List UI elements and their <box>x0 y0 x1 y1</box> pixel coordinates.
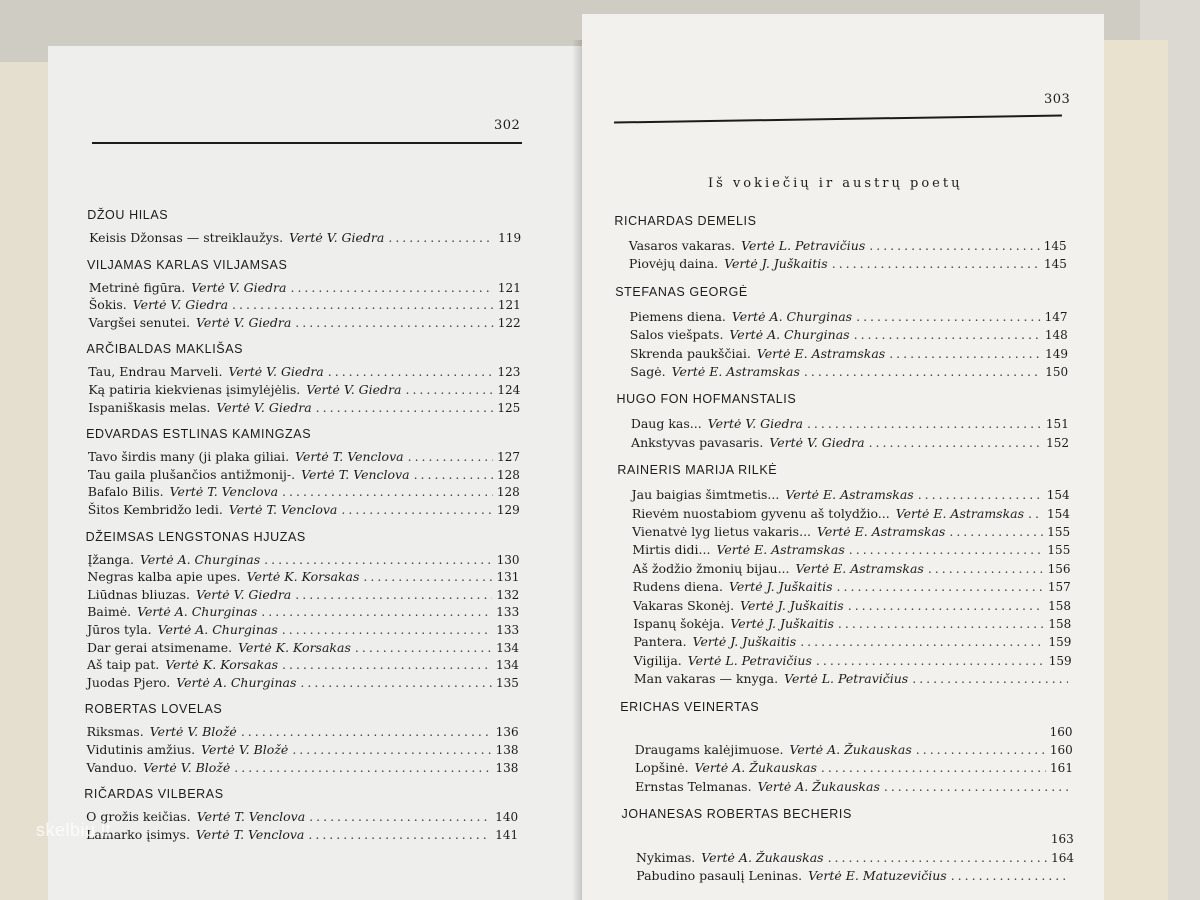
entry-page-number: 138 <box>495 760 519 775</box>
entry-title: Nykimas. <box>636 849 696 865</box>
toc-entry <box>633 561 1071 576</box>
toc-entry <box>89 280 521 295</box>
toc-entry <box>629 256 1067 271</box>
dot-leader <box>341 502 492 517</box>
page-number: 302 <box>494 118 521 133</box>
dot-leader <box>838 616 1044 631</box>
dot-leader <box>388 230 494 245</box>
dot-leader <box>309 809 491 824</box>
toc-entry <box>86 827 518 842</box>
dot-leader <box>1028 506 1043 521</box>
entry-title: Tavo širdis many (ji plaka giliai. <box>87 449 290 465</box>
entry-translator: Vertė V. Bložė <box>143 759 231 775</box>
dot-leader <box>869 435 1043 450</box>
toc-entry <box>636 868 1074 883</box>
header-rule <box>92 142 522 144</box>
entry-translator: Vertė T. Venclova <box>196 809 306 825</box>
entry-translator: Vertė V. Giedra <box>216 399 312 415</box>
entry-translator: Vertė V. Giedra <box>132 297 229 313</box>
dot-leader <box>837 579 1044 594</box>
entry-title: Ką patiria kiekvienas įsimylėjėlis. <box>88 382 301 397</box>
dot-leader <box>300 675 492 690</box>
dot-leader <box>869 238 1040 253</box>
toc-entry <box>87 657 519 672</box>
entry-title: Vanduo. <box>86 759 138 775</box>
toc-entry <box>87 622 519 637</box>
toc-entry <box>87 587 519 602</box>
toc-entry <box>631 435 1069 450</box>
dot-leader <box>234 760 491 775</box>
entry-title: Man vakaras — knyga. <box>633 671 779 687</box>
entry-title: Skrenda paukščiai. <box>629 345 751 361</box>
entry-translator: Vertė E. Astramskas <box>756 345 886 361</box>
dot-leader <box>232 297 494 312</box>
toc-entry <box>633 634 1071 649</box>
header-rule <box>614 114 1062 123</box>
dot-leader <box>928 561 1044 576</box>
entry-page-number: 154 <box>1046 488 1070 503</box>
dot-leader <box>828 850 1048 865</box>
dot-leader <box>854 327 1041 342</box>
entry-page-number: 119 <box>498 231 522 245</box>
dot-leader <box>848 598 1044 613</box>
toc-entry <box>87 569 519 584</box>
entry-page-number: 151 <box>1045 417 1069 432</box>
entry-page-number: 158 <box>1048 617 1072 631</box>
dot-leader <box>282 484 493 499</box>
entry-title: Įžanga. <box>87 551 134 567</box>
entry-page-number: 155 <box>1047 543 1071 558</box>
entry-translator: Vertė V. Giedra <box>196 586 292 602</box>
entry-title: Aš žodžio žmonių bijau... <box>632 560 790 576</box>
toc-entry <box>632 542 1070 557</box>
entry-title: Juodas Pjero. <box>86 674 171 690</box>
entry-title: Vienatvė lyg lietus vakaris... <box>632 524 812 539</box>
dot-leader <box>804 364 1041 379</box>
entry-title: Jūros tyla. <box>87 622 152 637</box>
entry-translator: Vertė J. Juškaitis <box>692 634 797 650</box>
toc-entry <box>633 598 1071 613</box>
entry-translator: Vertė V. Giedra <box>228 364 324 380</box>
entry-translator: Vertė K. Korsakas <box>165 657 279 673</box>
toc-entry <box>630 364 1068 379</box>
entry-title: Rievėm nuostabiom gyvenu aš tolydžio... <box>631 505 890 521</box>
toc-entry <box>88 382 520 397</box>
dot-leader <box>295 315 493 330</box>
entry-title: Rudens diena. <box>632 579 723 595</box>
entry-page-number: 125 <box>497 400 521 415</box>
toc-entry <box>86 809 518 824</box>
entry-title: Salos viešpats. <box>629 327 724 343</box>
author-heading: RICHARDAS DEMELIS <box>614 214 757 228</box>
dot-leader <box>807 416 1042 431</box>
entry-page-number: 145 <box>1043 239 1067 253</box>
entry-title: Vidutinis amžius. <box>86 742 196 757</box>
entry-page-number: 122 <box>497 315 521 330</box>
entry-page-number: 154 <box>1046 506 1070 521</box>
entry-title: Tau, Endrau Marveli. <box>88 364 223 380</box>
entry-translator: Vertė E. Astramskas <box>795 560 924 576</box>
dot-leader <box>884 779 1069 794</box>
entry-title: Šokis. <box>88 297 127 313</box>
entry-translator: Vertė A. Churginas <box>729 327 850 343</box>
dot-leader <box>949 524 1043 539</box>
dot-leader <box>408 449 493 464</box>
toc-entry <box>632 524 1070 539</box>
entry-page-number: 150 <box>1045 365 1069 379</box>
entry-translator: Vertė J. Juškaitis <box>724 256 828 272</box>
entry-page-number: 158 <box>1048 598 1071 613</box>
entry-translator: Vertė A. Žukauskas <box>789 742 912 757</box>
entry-translator: Vertė T. Venclova <box>169 484 279 500</box>
toc-entry <box>635 760 1073 775</box>
entry-translator: Vertė A. Žukauskas <box>757 778 880 794</box>
dot-leader <box>295 587 492 602</box>
toc-entry <box>632 506 1070 521</box>
entry-page-number: 133 <box>496 623 520 637</box>
entry-title: Ispanų šokėja. <box>633 616 725 631</box>
entry-translator: Vertė V. Giedra <box>707 416 803 432</box>
toc-entry <box>634 653 1072 668</box>
dot-leader <box>951 868 1071 883</box>
entry-title: Pabudino pasaulį Leninas. <box>636 868 803 883</box>
dot-leader <box>849 542 1044 557</box>
entry-title: Vargšei senutei. <box>88 314 191 330</box>
toc-entry <box>87 604 519 619</box>
dot-leader <box>355 640 492 655</box>
entry-translator: Vertė J. Juškaitis <box>730 616 834 631</box>
entry-translator: Vertė J. Juškaitis <box>728 579 833 595</box>
entry-page-number: 128 <box>496 467 520 482</box>
entry-translator: Vertė J. Juškaitis <box>740 597 844 613</box>
entry-translator: Vertė T. Venclova <box>295 449 404 465</box>
entry-title: Mirtis didi... <box>632 542 711 558</box>
entry-title: Ernstas Telmanas. <box>635 778 752 794</box>
entry-page-number: 163 <box>1050 832 1074 847</box>
entry-page-number: 159 <box>1048 635 1072 650</box>
entry-page-number: 160 <box>1049 724 1073 739</box>
entry-translator: Vertė A. Churginas <box>137 604 258 620</box>
entry-page-number: 156 <box>1047 561 1071 576</box>
entry-translator: Vertė T. Venclova <box>228 502 338 517</box>
watermark: skelbiu.lt <box>36 820 112 840</box>
entry-title: Metrinė figūra. <box>88 279 186 295</box>
toc-entry <box>87 552 519 567</box>
dot-leader <box>282 622 492 637</box>
entry-translator: Vertė E. Astramskas <box>716 542 845 558</box>
toc-entry <box>630 327 1068 342</box>
entry-translator: Vertė V. Giedra <box>769 434 865 450</box>
entry-translator: Vertė T. Venclova <box>301 466 410 482</box>
dot-leader <box>821 760 1046 775</box>
entry-page-number: 133 <box>496 605 520 620</box>
entry-translator: Vertė L. Petravičius <box>687 652 812 668</box>
entry-title: Aš taip pat. <box>86 657 160 673</box>
entry-translator: Vertė V. Giedra <box>289 230 385 245</box>
toc-entry <box>88 502 520 517</box>
entry-page-number: 152 <box>1046 435 1070 450</box>
entry-page-number: 123 <box>497 365 521 380</box>
author-heading: RIČARDAS VILBERAS <box>84 787 224 802</box>
toc-entry <box>87 742 519 757</box>
entry-title: Dar gerai atsimename. <box>87 639 233 655</box>
entry-title: Lopšinė. <box>634 760 689 776</box>
toc-entry <box>629 238 1067 253</box>
entry-page-number: 135 <box>495 675 519 690</box>
page-number: 303 <box>1044 92 1071 107</box>
toc-entry <box>635 724 1073 739</box>
toc-entry <box>87 640 519 655</box>
left-page <box>48 46 582 900</box>
toc-entry <box>636 850 1074 865</box>
dot-leader <box>889 346 1041 361</box>
entry-translator: Vertė L. Petravičius <box>784 671 909 687</box>
entry-title: Vasaros vakaras. <box>628 238 736 253</box>
dot-leader <box>292 742 491 757</box>
entry-page-number: 160 <box>1049 743 1073 757</box>
dot-leader <box>316 400 494 415</box>
entry-translator: Vertė L. Petravičius <box>741 238 866 253</box>
author-heading: RAINERIS MARIJA RILKĖ <box>617 463 778 478</box>
entry-page-number: 129 <box>496 503 520 517</box>
entry-translator: Vertė V. Giedra <box>191 279 287 295</box>
entry-page-number: 159 <box>1048 653 1072 668</box>
entry-title: Vigilija. <box>633 652 682 668</box>
dot-leader <box>918 487 1043 502</box>
toc-entry <box>88 364 520 379</box>
dot-leader <box>290 280 493 295</box>
entry-page-number: 149 <box>1045 346 1068 361</box>
dot-leader <box>856 309 1041 324</box>
entry-page-number: 131 <box>496 570 520 585</box>
entry-translator: Vertė A. Churginas <box>176 674 297 690</box>
toc-entry <box>633 616 1071 631</box>
entry-page-number: 128 <box>496 485 520 500</box>
dot-leader <box>308 827 491 842</box>
entry-page-number: 134 <box>496 640 520 655</box>
toc-entry <box>632 487 1070 502</box>
author-heading: DŽEIMSAS LENGSTONAS HJUZAS <box>85 529 306 544</box>
author-heading: JOHANESAS ROBERTAS BECHERIS <box>621 807 852 822</box>
entry-translator: Vertė E. Astramskas <box>671 364 800 379</box>
toc-entry <box>87 724 519 739</box>
entry-title: O grožis keičias. <box>86 809 191 825</box>
entry-translator: Vertė A. Žukauskas <box>694 760 817 776</box>
entry-page-number: 164 <box>1051 850 1075 865</box>
toc-entry <box>634 671 1072 686</box>
entry-page-number: 127 <box>497 450 520 465</box>
dot-leader <box>264 552 492 567</box>
entry-title: Pantera. <box>633 634 687 650</box>
dot-leader <box>916 742 1046 757</box>
toc-entry <box>636 831 1074 846</box>
entry-title: Tau gaila plušančios antižmonij-. <box>87 466 296 482</box>
author-heading: HUGO FON HOFMANSTALIS <box>616 392 797 407</box>
toc-entry <box>630 309 1068 324</box>
toc-entry <box>631 416 1069 431</box>
dot-leader <box>832 256 1040 271</box>
toc-entry <box>89 230 521 245</box>
entry-page-number: 140 <box>495 810 519 825</box>
author-heading: EDVARDAS ESTLINAS KAMINGZAS <box>86 427 312 442</box>
author-heading: ARČIBALDAS MAKLIŠAS <box>86 342 244 357</box>
entry-title: Riksmas. <box>86 724 144 740</box>
entry-page-number: 138 <box>495 743 519 757</box>
entry-page-number: 145 <box>1044 257 1067 272</box>
entry-page-number: 161 <box>1050 761 1073 776</box>
toc-entry <box>88 449 520 464</box>
toc-entry <box>633 579 1071 594</box>
entry-title: Šitos Kembridžo ledi. <box>87 502 223 517</box>
dot-leader <box>414 467 493 482</box>
entry-translator: Vertė K. Korsakas <box>238 639 351 655</box>
entry-translator: Vertė A. Churginas <box>139 551 261 567</box>
entry-title: Draugams kalėjimuose. <box>634 742 784 757</box>
entry-title: Piovėjų daina. <box>628 256 719 272</box>
entry-title: Liūdnas bliuzas. <box>87 586 190 602</box>
author-heading: ROBERTAS LOVELAS <box>84 702 223 717</box>
entry-title: Keisis Džonsas — streiklaužys. <box>89 230 284 245</box>
toc-entry <box>88 484 520 499</box>
author-heading: ERICHAS VEINERTAS <box>620 699 760 714</box>
dot-leader <box>363 569 492 584</box>
entry-page-number: 121 <box>497 280 521 295</box>
entry-translator: Vertė V. Giedra <box>306 382 402 397</box>
entry-title: Piemens diena. <box>629 308 726 324</box>
entry-translator: Vertė E. Matuzevičius <box>808 868 947 883</box>
dot-leader <box>282 657 492 672</box>
entry-translator: Vertė E. Astramskas <box>817 524 946 539</box>
entry-translator: Vertė K. Korsakas <box>246 569 360 585</box>
entry-title: Daug kas... <box>630 416 702 432</box>
entry-title: Sagė. <box>630 364 666 379</box>
book-cover-right <box>1098 40 1168 900</box>
author-heading: DŽOU HILAS <box>87 208 169 222</box>
entry-title: Negras kalba apie upes. <box>87 569 241 585</box>
entry-translator: Vertė V. Giedra <box>196 314 292 330</box>
entry-title: Ispaniškasis melas. <box>88 399 211 415</box>
entry-page-number: 155 <box>1047 525 1071 539</box>
entry-translator: Vertė E. Astramskas <box>895 505 1025 521</box>
entry-page-number: 141 <box>495 827 519 842</box>
toc-entry <box>88 400 520 415</box>
entry-title: Baimė. <box>87 604 132 620</box>
dot-leader <box>816 653 1045 668</box>
dot-leader <box>241 724 492 739</box>
entry-translator: Vertė A. Churginas <box>157 622 278 637</box>
toc-entry <box>635 779 1073 794</box>
entry-page-number: 148 <box>1044 328 1068 343</box>
author-heading: VILJAMAS KARLAS VILJAMSAS <box>86 257 288 272</box>
entry-translator: Vertė T. Venclova <box>195 826 305 842</box>
entry-translator: Vertė E. Astramskas <box>785 487 914 503</box>
entry-page-number: 124 <box>497 383 521 397</box>
entry-title: Lamarko įsimys. <box>86 826 190 842</box>
entry-title: Vakaras Skonėj. <box>633 597 735 613</box>
dot-leader <box>912 671 1068 686</box>
entry-page-number: 136 <box>495 725 519 740</box>
section-heading: Iš vokiečių ir austrų poetų <box>708 176 963 191</box>
entry-translator: Vertė V. Bložė <box>149 724 237 740</box>
toc-entry <box>89 315 521 330</box>
entry-page-number: 134 <box>496 658 519 673</box>
toc-entry <box>89 297 521 312</box>
entry-translator: Vertė V. Bložė <box>201 742 289 757</box>
entry-page-number: 147 <box>1044 309 1068 324</box>
toc-entry <box>87 675 519 690</box>
dot-leader <box>328 364 494 379</box>
toc-entry <box>88 467 520 482</box>
author-heading: STEFANAS GEORGĖ <box>615 284 748 299</box>
toc-entry <box>86 760 518 775</box>
entry-translator: Vertė A. Churginas <box>731 308 853 324</box>
entry-title: Ankstyvas pavasaris. <box>631 434 764 450</box>
entry-title: Jau baigias šimtmetis... <box>631 487 780 503</box>
entry-page-number: 130 <box>496 552 520 567</box>
entry-page-number: 157 <box>1047 580 1071 595</box>
toc-entry <box>630 346 1068 361</box>
entry-page-number: 132 <box>496 587 520 602</box>
entry-page-number: 121 <box>497 298 521 313</box>
right-page <box>582 14 1104 900</box>
dot-leader <box>800 634 1044 649</box>
entry-title: Bafalo Bilis. <box>87 484 164 500</box>
toc-entry <box>635 742 1073 757</box>
entry-translator: Vertė A. Žukauskas <box>701 849 824 865</box>
dot-leader <box>261 604 492 619</box>
dot-leader <box>405 382 493 397</box>
